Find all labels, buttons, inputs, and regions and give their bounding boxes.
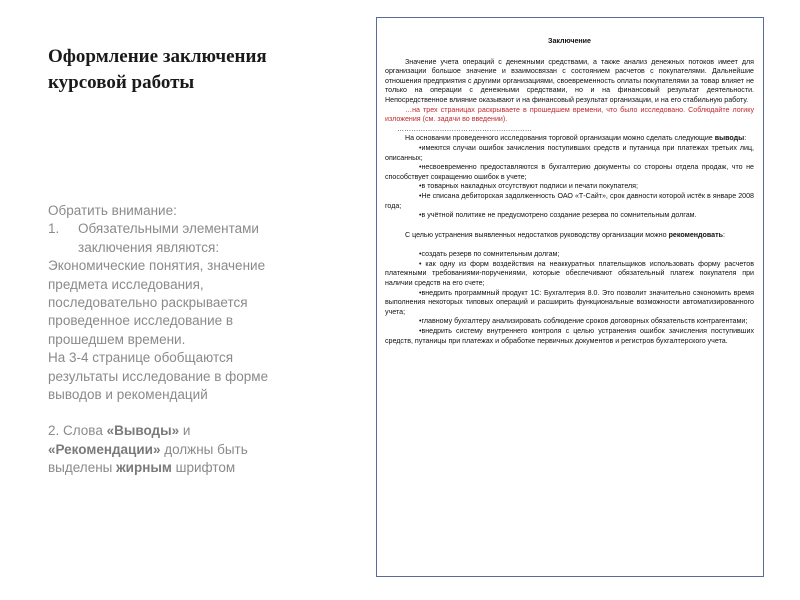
conclusions-lead-text: На основании проведенного исследования торговой организации можно сделать следующие: [405, 134, 715, 143]
item-number: 1.: [48, 221, 60, 237]
conclusion-item: •несвоевременно предоставляются в бухгалтерию документы со стороны отдела продаж, что не способствует сокращению ошибок в учете;: [385, 163, 754, 181]
item2-word-recommendations: «Рекомендации»: [48, 441, 161, 457]
conclusion-item: •в учётной политике не предусмотрено создание резерва по сомнительным долгам.: [419, 211, 697, 220]
item2-mid: должны быть выделены: [48, 441, 248, 476]
attention-label: Обратить внимание:: [48, 203, 177, 218]
document-page: [376, 17, 764, 577]
conclusions-lead: [385, 134, 754, 144]
item2-word-conclusions: «Выводы»: [106, 423, 180, 439]
item-text: Обязательными элементами заключения являются:: [78, 221, 259, 255]
item2-conj: и: [179, 423, 191, 439]
item2-suffix: шрифтом: [171, 460, 236, 476]
conclusion-item: •имеются случаи ошибок зачисления поступивших средств и путаница при платежах третьих лиц, описанных;: [385, 143, 754, 162]
recommend-word: рекомендовать: [668, 230, 723, 239]
recommend-colon: :: [722, 230, 725, 239]
item2-prefix: 2. Слова: [48, 423, 107, 439]
document-note: …на трех страницах раскрываете в прошедшем времени, что было исследовано. Соблюдайте логику изложения (см. задачи во введении).: [385, 105, 754, 124]
recommendation-item: •главному бухгалтеру анализировать соблюдение сроков договорных обязательств контрагентами;: [419, 317, 748, 326]
notes-item-2: [48, 422, 288, 477]
notes-item-1: [48, 220, 288, 257]
notes-point-b: На 3-4 странице обобщаются результаты исследование в форме выводов и рекомендаций: [48, 350, 269, 403]
conclusions-colon: :: [744, 134, 747, 143]
notes-point-a: Экономические понятия, значение предмета исследования, последовательно раскрывается проведенное исследование в прошедшем времени.: [48, 258, 266, 347]
recommend-lead-text: С целью устранения выявленных недостатков руководству организации можно: [405, 230, 669, 239]
recommendation-item: •создать резерв по сомнительным долгам;: [419, 250, 560, 259]
recommendation-item: • как одну из форм воздействия на неаккуратных плательщиков использовать форму расчетов платежными требованиями-поручениями, которые обеспечивают обязательный платеж покупателя при наличии средств на его счете;: [385, 259, 754, 288]
slide-title: Оформление заключения курсовой работы: [48, 46, 267, 93]
conclusions-word: выводы: [714, 134, 745, 143]
conclusion-item: •Не списана дебиторская задолженность ОАО «Т-Сайт», срок давности которой истёк в январе 2008 года;: [385, 191, 754, 210]
document-title: Заключение: [548, 37, 591, 45]
document-dots: …………………………………………………: [397, 124, 532, 133]
recommendation-item: •внедрить систему внутреннего контроля с целью устранения ошибок зачисления поступивших средств, путаницы при платежах и обработке первичных документов и регистров бухгалтерского учета.: [385, 327, 754, 345]
item2-word-bold: жирным: [116, 460, 172, 476]
recommendation-item: •внедрить программный продукт 1С: Бухгалтерия 8.0. Это позволит значительно сэкономить время выполнения некоторых типовых операций и расширить функциональные возможности автоматизированного учета;: [385, 288, 754, 316]
notes-panel: [48, 202, 288, 478]
recommend-lead: [385, 231, 754, 241]
conclusion-item: •в товарных накладных отсутствуют подписи и печати покупателя;: [419, 182, 638, 191]
document-intro: Значение учета операций с денежными средствами, а также анализ денежных потоков имеет для организации большое значение и взаимосвязан с состоянием расчетов с покупателями. Дальнейшие отношения предприятия с другими организациями, своевременность оплаты покупателями за товар влияет не только на операции с денежными средствами, но и на финансовый результат деятельности. Непосредственное влияние оказывают и на финансовый результат организации, и на его стабильную работу.: [385, 57, 754, 104]
